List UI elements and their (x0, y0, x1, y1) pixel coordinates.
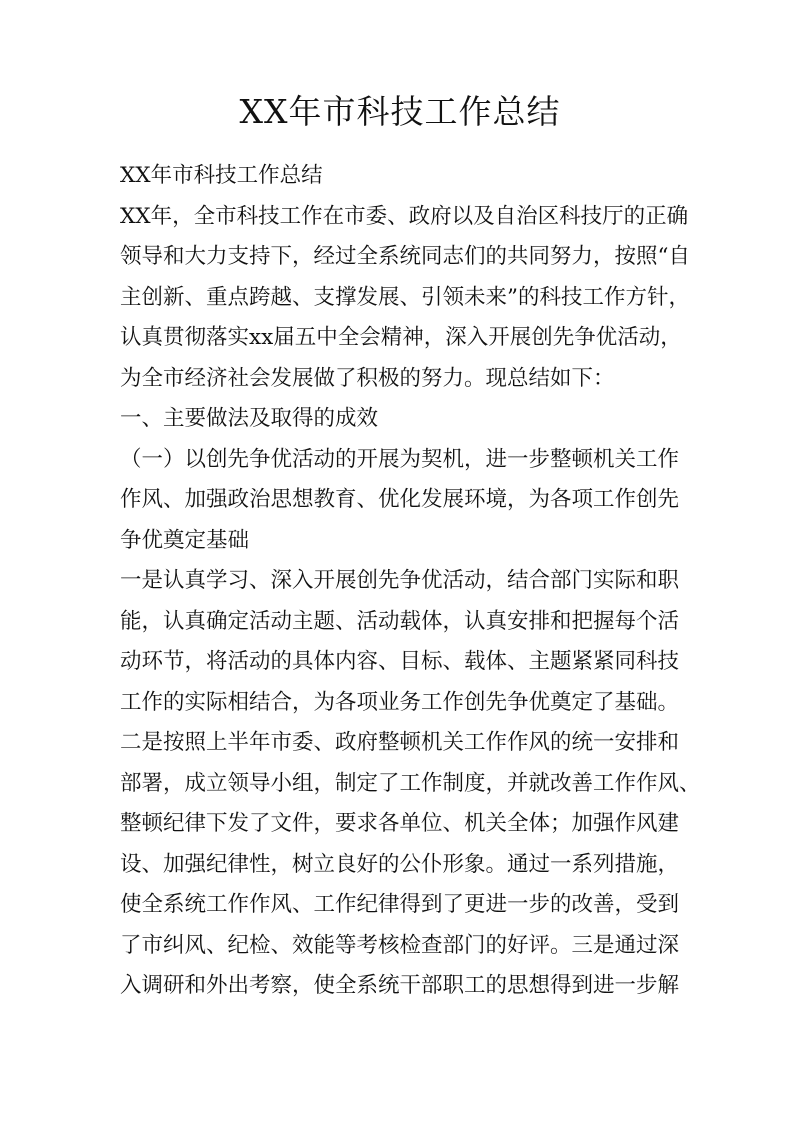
subsection-heading: 作风、加强政治思想教育、优化发展环境，为各项工作创先 (120, 487, 680, 512)
body-line: 主创新、重点跨越、支撑发展、引领未来”的科技工作方针， (120, 284, 690, 310)
body-line: 工作的实际相结合，为各项业务工作创先争优奠定了基础。 (120, 689, 680, 715)
body-line: 入调研和外出考察，使全系统干部职工的思想得到进一步解 (120, 973, 680, 998)
body-line: 动环节，将活动的具体内容、目标、载体、主题紧紧同科技 (120, 649, 680, 674)
body-line: 能，认真确定活动主题、活动载体，认真安排和把握每个活 (120, 608, 680, 634)
body-line: 使全系统工作作风、工作纪律得到了更进一步的改善，受到 (120, 892, 680, 917)
body-line: 二是按照上半年市委、政府整顿机关工作作风的统一安排和 (120, 730, 680, 755)
body-line: 一是认真学习、深入开展创先争优活动，结合部门实际和职 (120, 568, 680, 593)
subsection-heading: （一）以创先争优活动的开展为契机，进一步整顿机关工作 (120, 446, 680, 472)
subsection-heading: 争优奠定基础 (120, 527, 250, 553)
body-line: XX年市科技工作总结 (120, 163, 323, 188)
body-line: 认真贯彻落实xx届五中全会精神，深入开展创先争优活动， (120, 325, 682, 350)
body-line: 了市纠风、纪检、效能等考核检查部门的好评。三是通过深 (120, 932, 680, 958)
body-line: 为全市经济社会发展做了积极的努力。现总结如下： (120, 365, 615, 391)
body-line: 领导和大力支持下，经过全系统同志们的共同努力，按照“自 (120, 244, 690, 269)
body-line: 部署，成立领导小组，制定了工作制度，并就改善工作作风、 (120, 770, 701, 796)
document-body (120, 156, 701, 1007)
body-line: 整顿纪律下发了文件，要求各单位、机关全体；加强作风建 (120, 811, 680, 836)
document-title: XX年市科技工作总结 (239, 92, 561, 131)
section-heading: 一、主要做法及取得的成效 (120, 406, 379, 431)
body-line: 设、加强纪律性，树立良好的公仆形象。通过一系列措施， (120, 851, 680, 877)
body-line: XX年，全市科技工作在市委、政府以及自治区科技厅的正确 (120, 203, 689, 229)
